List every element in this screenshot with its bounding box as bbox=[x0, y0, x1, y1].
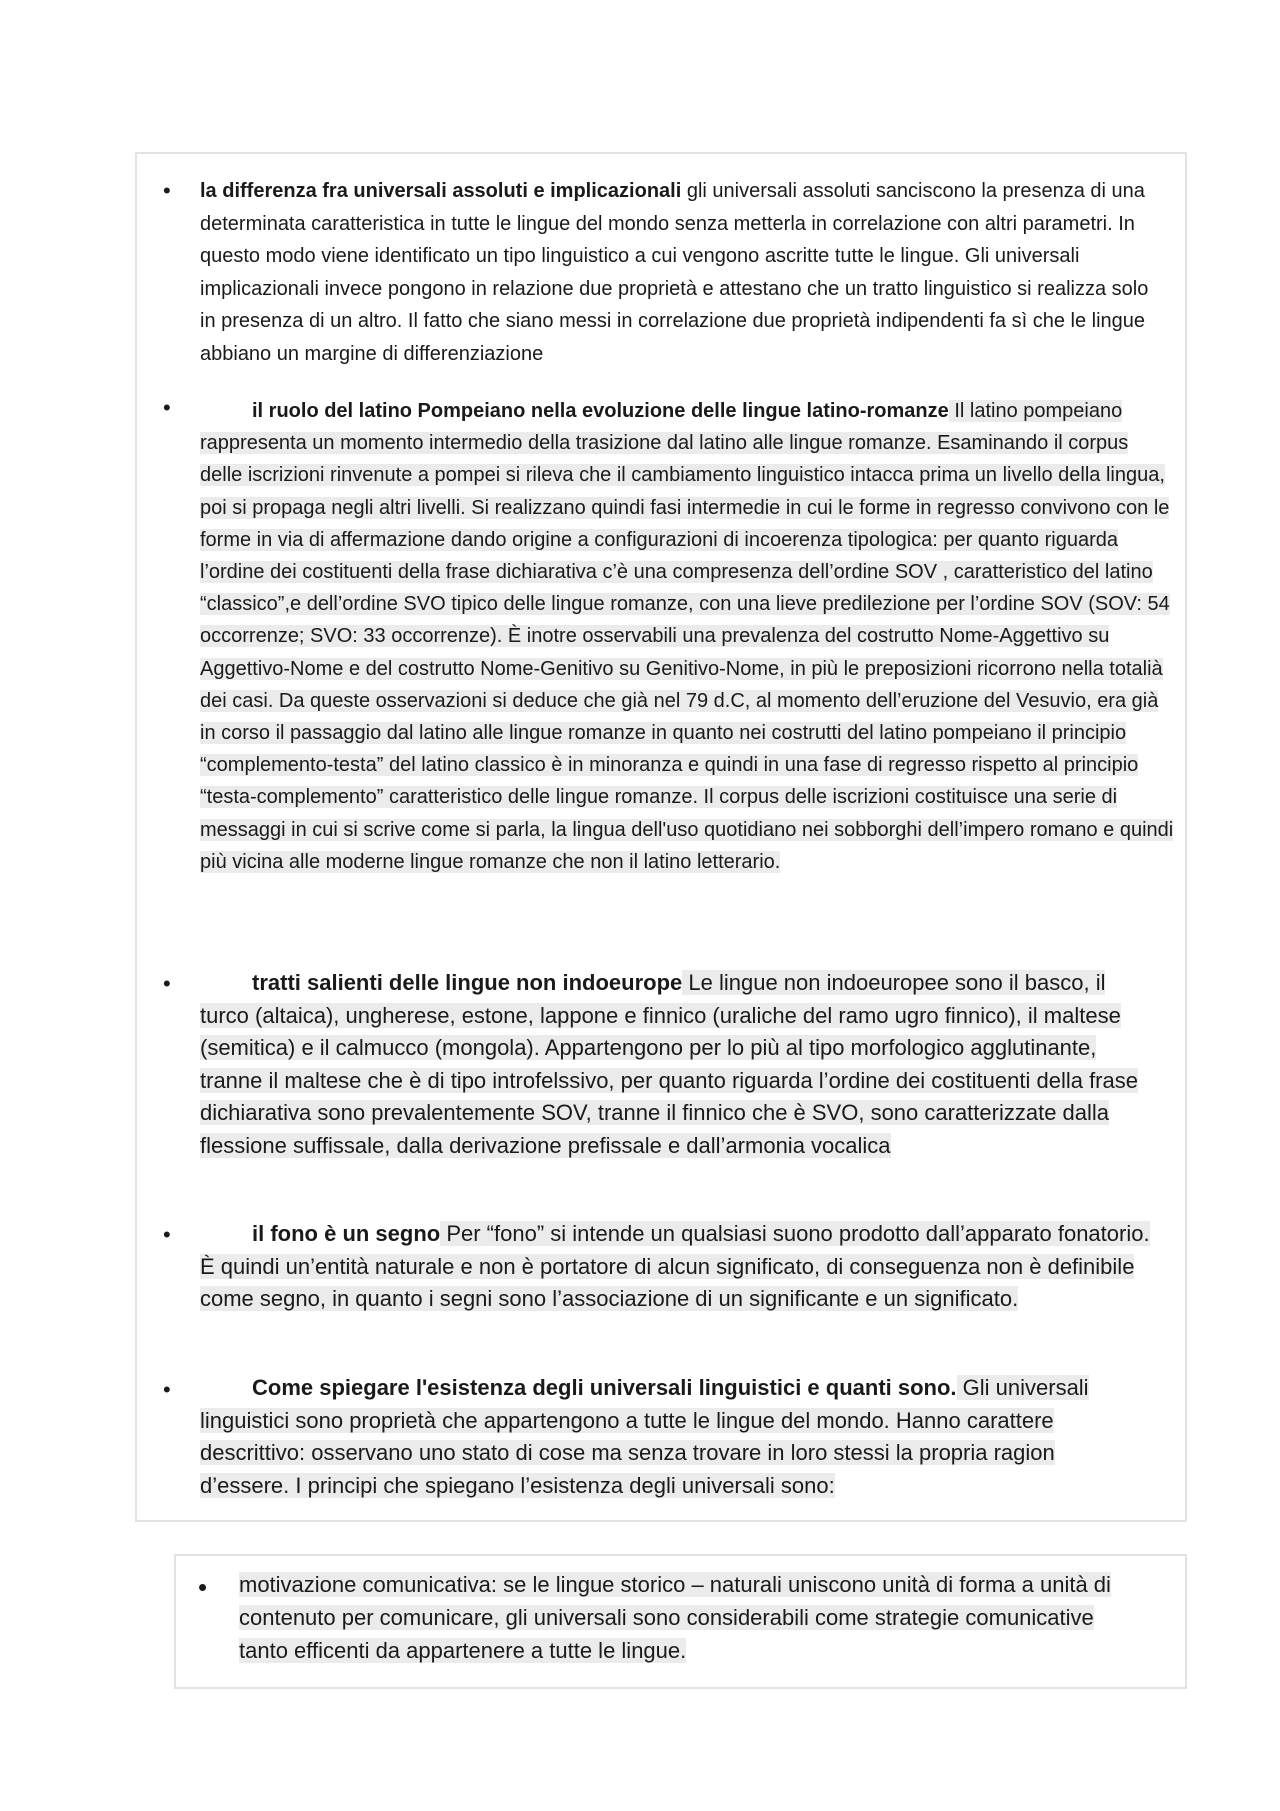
sublist-box bbox=[174, 1554, 1187, 1689]
item-body: Per “fono” si intende un qualsiasi suono prodotto dall’apparato fonatorio. È quindi un’entità naturale e non è portatore di alcun significato, di conseguenza non è definibile come segno, in quanto i segni sono l’associazione di un significante e un significato. bbox=[200, 1221, 1150, 1311]
bullet-icon: • bbox=[163, 178, 171, 203]
main-content-box bbox=[135, 152, 1187, 1522]
item-body: Il latino pompeiano rappresenta un momento intermedio della trasizione dal latino alle lingue romanze. Esaminando il corpus delle iscrizioni rinvenute a pompei si rileva che il cambiamento linguistico intacca prima un livello della lingua, poi si propaga negli altri livelli. Si realizzano quindi fasi intermedie in cui le forme in regresso convivono con le forme in via di affermazione dando origine a configurazioni di incoerenza tipologica: per quanto riguarda l’ordine dei costituenti della frase dichiarativa c’è una compresenza dell’ordine SOV , caratteristico del latino “classico”,e dell’ordine SVO tipico delle lingue romanze, con una lieve predilezione per l’ordine SOV (SOV: 54 occorrenze; SVO: 33 occorrenze). È inotre osservabili una prevalenza del costrutto Nome-Aggettivo su Aggettivo-Nome e del costrutto Nome-Genitivo su Genitivo-Nome, in più le preposizioni ricorrono nella totalià dei casi. Da queste osservazioni si deduce che già nel 79 d.C, al momento dell’eruzione del Vesuvio, era già in corso il passaggio dal latino alle lingue romanze in quanto nei costrutti del latino pompeiano il principio “complemento-testa” del latino classico è in minoranza e quindi in una fase di regresso rispetto al principio “testa-complemento” caratteristico delle lingue romanze. Il corpus delle iscrizioni costituisce una serie di messaggi in cui si scrive come si parla, la lingua dell'uso quotidiano nei sobborghi dell’impero romano e quindi più vicina alle moderne lingue romanze che non il latino letterario. bbox=[200, 400, 1174, 873]
bullet-icon: • bbox=[163, 1222, 171, 1247]
item-body: gli universali assoluti sanciscono la presenza di una determinata caratteristica in tutte le lingue del mondo senza metterla in correlazione con altri parametri. In questo modo viene identificato un tipo linguistico a cui vengono ascritte tutte le lingue. Gli universali implicazionali invece pongono in relazione due proprietà e attestano che un tratto linguistico si realizza solo in presenza di un altro. Il fatto che siano messi in correlazione due proprietà indipendenti fa sì che le lingue abbiano un margine di differenziazione bbox=[200, 180, 1149, 365]
item-body: motivazione comunicativa: se le lingue storico – naturali uniscono unità di forma a unità di contenuto per comunicare, gli universali sono considerabili come strategie comunicative tanto efficenti da appartenere a tutte le lingue. bbox=[239, 1572, 1111, 1663]
item-title: Come spiegare l'esistenza degli universali linguistici e quanti sono. bbox=[252, 1375, 957, 1400]
item-text bbox=[200, 1372, 1150, 1502]
bullet-icon: • bbox=[163, 971, 171, 996]
item-text bbox=[200, 1218, 1150, 1316]
item-title: il fono è un segno bbox=[252, 1221, 441, 1246]
item-text bbox=[239, 1568, 1139, 1667]
item-text bbox=[200, 395, 1175, 878]
item-text bbox=[200, 175, 1160, 370]
item-title: la differenza fra universali assoluti e implicazionali bbox=[200, 180, 682, 202]
bullet-icon: • bbox=[163, 395, 171, 420]
item-title: il ruolo del latino Pompeiano nella evoluzione delle lingue latino-romanze bbox=[252, 400, 949, 422]
item-body: Gli universali linguistici sono proprietà che appartengono a tutte le lingue del mondo. Hanno carattere descrittivo: osservano uno stato di cose ma senza trovare in loro stessi la propria ragion d’essere. I principi che spiegano l’esistenza degli universali sono: bbox=[200, 1375, 1089, 1498]
item-title: tratti salienti delle lingue non indoeurope bbox=[252, 970, 683, 995]
bullet-icon: • bbox=[163, 1377, 171, 1402]
item-text bbox=[200, 967, 1150, 1162]
bullet-icon: • bbox=[198, 1572, 208, 1602]
item-body: Le lingue non indoeuropee sono il basco, il turco (altaica), ungherese, estone, lappone e finnico (uraliche del ramo ugro finnico), il maltese (semitica) e il calmucco (mongola). Appartengono per lo più al tipo morfologico agglutinante, tranne il maltese che è di tipo introfelssivo, per quanto riguarda l’ordine dei costituenti della frase dichiarativa sono prevalentemente SOV, tranne il finnico che è SVO, sono caratterizzate dalla flessione suffissale, dalla derivazione prefissale e dall’armonia vocalica bbox=[200, 970, 1138, 1158]
